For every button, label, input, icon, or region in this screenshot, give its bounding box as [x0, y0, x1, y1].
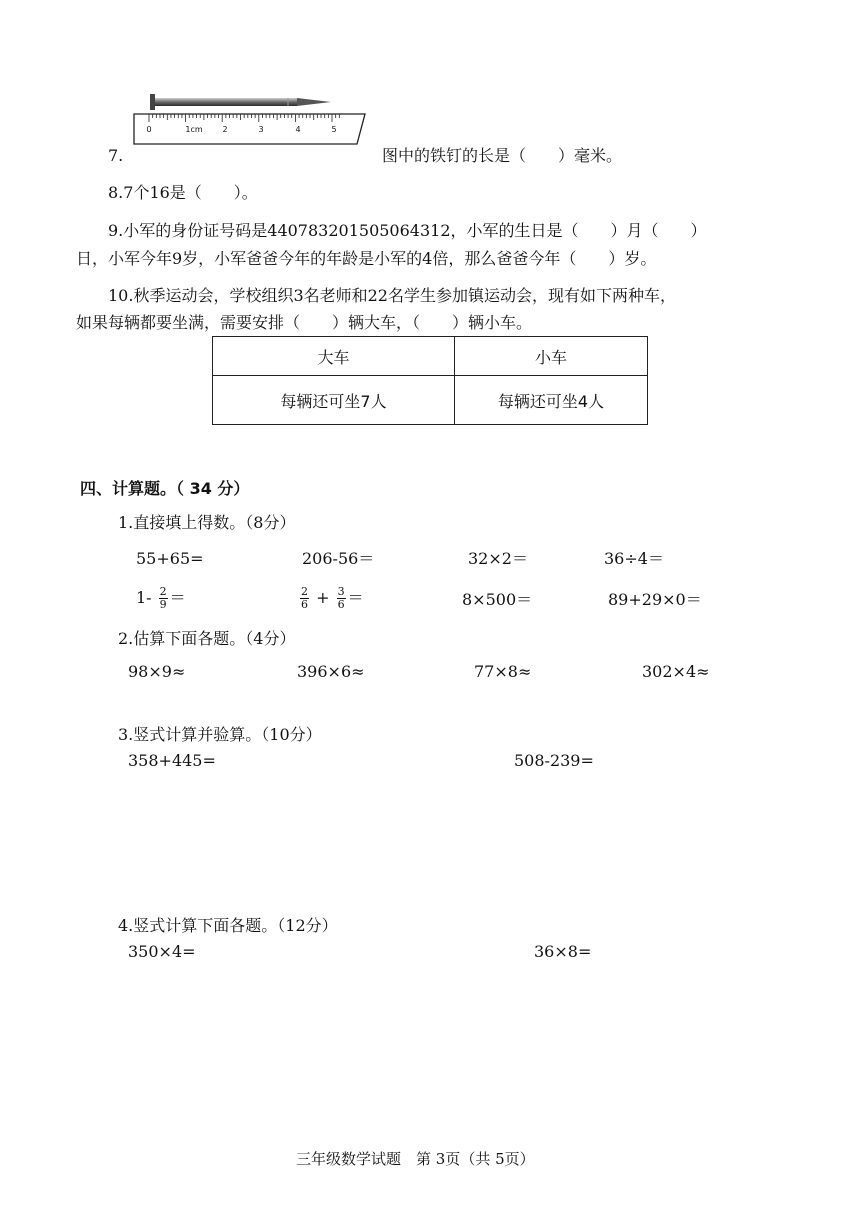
cell-small-car: 每辆还可坐4人 — [455, 376, 648, 425]
plus-sign: + — [311, 588, 335, 607]
fraction-numerator: 2 — [301, 585, 308, 598]
vertical-calc-item: 36×8= — [534, 942, 592, 961]
ruler-label: 4 — [295, 125, 301, 134]
page-footer: 三年级数学试题 第 3页（共 5页） — [296, 1150, 535, 1168]
calc-item: 89+29×0＝ — [608, 590, 702, 609]
calc-item-fraction-1 — [136, 586, 186, 611]
table-header-row — [213, 337, 648, 376]
equals-sign: ＝ — [169, 588, 186, 607]
calc-item: 8×500＝ — [462, 590, 533, 609]
ruler-label: 2 — [222, 125, 228, 134]
q8-text: 8.7个16是（ ）。 — [108, 183, 258, 202]
part2-title: 2.估算下面各题。（4分） — [118, 629, 296, 648]
header-small-car: 小车 — [455, 337, 648, 376]
ruler-label: 0 — [146, 125, 152, 134]
vertical-calc-item: 358+445= — [128, 751, 216, 770]
estimate-item: 98×9≈ — [128, 662, 186, 681]
part3-title: 3.竖式计算并验算。（10分） — [118, 725, 322, 744]
fraction-denominator: 9 — [159, 598, 167, 611]
calc-item: 36÷4＝ — [604, 549, 664, 568]
fraction-denominator: 6 — [301, 598, 308, 611]
fraction-numerator: 2 — [159, 585, 167, 598]
q7-number: 7. — [108, 146, 124, 165]
fraction-numerator: 3 — [337, 585, 345, 598]
part4-title: 4.竖式计算下面各题。（12分） — [118, 916, 338, 935]
estimate-item: 302×4≈ — [642, 662, 710, 681]
nail-ruler-figure — [133, 88, 373, 150]
nail-ruler-image — [133, 88, 373, 150]
part1-title: 1.直接填上得数。（8分） — [118, 513, 296, 532]
q10-line2: 如果每辆都要坐满，需要安排（ ）辆大车，（ ）辆小车。 — [76, 313, 533, 332]
estimate-item: 77×8≈ — [474, 662, 532, 681]
header-big-car: 大车 — [213, 337, 455, 376]
fraction-denominator: 6 — [337, 598, 345, 611]
calc-item-fraction-2 — [298, 586, 364, 611]
fraction-prefix: 1- — [136, 588, 157, 607]
cell-big-car: 每辆还可坐7人 — [213, 376, 455, 425]
ruler-label: 1cm — [185, 125, 203, 134]
q9-line2: 日，小军今年9岁，小军爸爸今年的年龄是小军的4倍，那么爸爸今年（ ）岁。 — [76, 249, 657, 268]
ruler-label: 3 — [258, 125, 264, 134]
q7-text: 图中的铁钉的长是（ ）毫米。 — [382, 146, 623, 165]
section-title: 四、计算题。（ 34 分） — [80, 479, 250, 498]
ruler-label: 5 — [331, 125, 337, 134]
fraction — [159, 586, 168, 611]
calc-item: 32×2＝ — [468, 549, 528, 568]
calc-item: 206-56＝ — [302, 549, 375, 568]
table-row — [213, 376, 648, 425]
q9-line1: 9.小军的身份证号码是440783201505064312，小军的生日是（ ）月（ ） — [108, 221, 707, 240]
equals-sign: ＝ — [347, 588, 364, 607]
q10-line1: 10.秋季运动会，学校组织3名老师和22名学生参加镇运动会，现有如下两种车， — [108, 286, 676, 305]
car-capacity-table — [212, 336, 648, 425]
vertical-calc-item: 508-239= — [514, 751, 594, 770]
calc-item: 55+65= — [136, 549, 204, 568]
vertical-calc-item: 350×4= — [128, 942, 196, 961]
fraction — [300, 586, 309, 611]
fraction — [337, 586, 346, 611]
estimate-item: 396×6≈ — [297, 662, 365, 681]
